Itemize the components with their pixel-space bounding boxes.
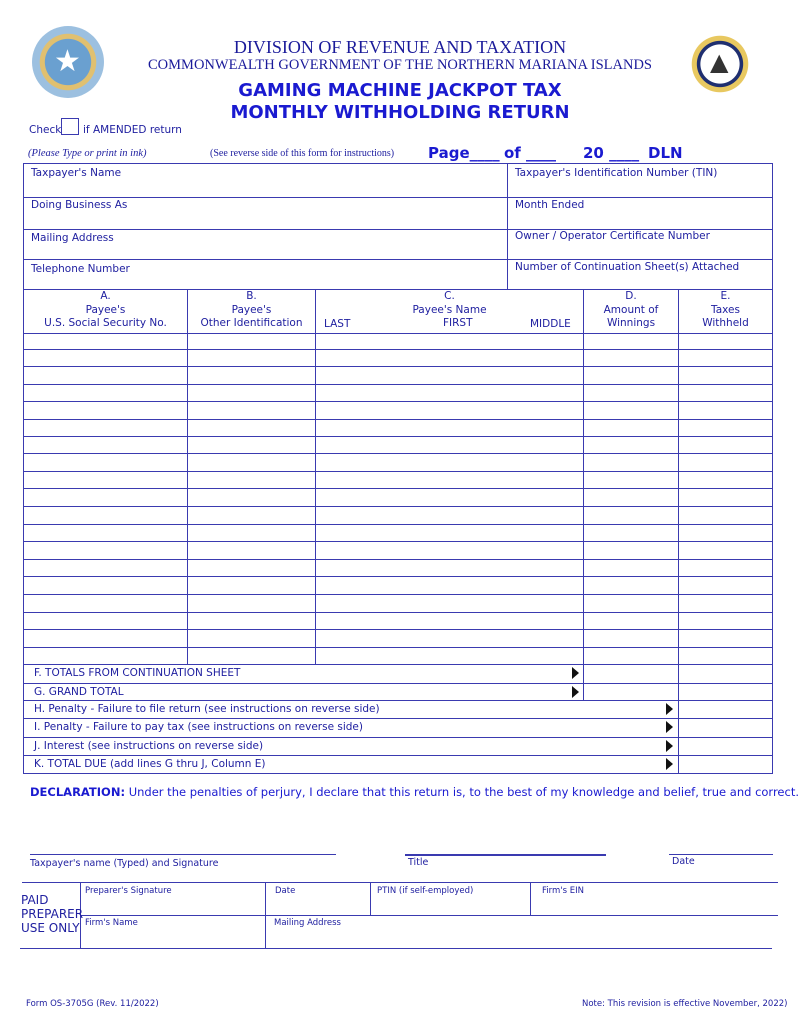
column-c-first: FIRST [443, 317, 473, 329]
total-line-input[interactable] [679, 755, 771, 772]
total-line-input[interactable] [679, 718, 771, 735]
amended-check-label: Check [29, 124, 62, 136]
total-line-input[interactable] [679, 683, 771, 700]
payee-row[interactable] [24, 366, 772, 384]
payee-row[interactable] [24, 419, 772, 436]
finance-seal-icon: ▲ [684, 28, 756, 100]
telephone-field[interactable]: Telephone Number [31, 263, 130, 275]
continuation-sheets-field[interactable]: Number of Continuation Sheet(s) Attached [515, 261, 740, 273]
total-line-input[interactable] [679, 700, 771, 717]
total-line-label: G. GRAND TOTAL [34, 686, 124, 698]
payee-row[interactable] [24, 647, 772, 664]
total-line-label: H. Penalty - Failure to file return (see instructions on reverse side) [34, 703, 380, 715]
payee-row[interactable] [24, 559, 772, 576]
signature-date-field[interactable]: Date [672, 856, 695, 867]
firm-address-field[interactable]: Mailing Address [274, 918, 341, 928]
column-e-header: E. Taxes Withheld [702, 290, 749, 329]
preparer-date-field[interactable]: Date [275, 886, 296, 896]
form-title-2: MONTHLY WITHHOLDING RETURN [230, 102, 570, 123]
declaration-text: Under the penalties of perjury, I declare that this return is, to the best of my knowledge and belief, true and correct. [128, 785, 799, 799]
firm-name-field[interactable]: Firm's Name [85, 918, 138, 928]
total-line-label: F. TOTALS FROM CONTINUATION SHEET [34, 667, 241, 679]
cnmi-seal-icon: ★ [32, 26, 104, 98]
form-title-1: GAMING MACHINE JACKPOT TAX [238, 80, 562, 101]
ink-note: (Please Type or print in ink) [28, 148, 147, 159]
arrow-right-icon [666, 740, 673, 752]
paid-preparer-label: PAID PREPARER USE ONLY [21, 893, 84, 935]
firm-ein-field[interactable]: Firm's EIN [542, 886, 584, 896]
ptin-field[interactable]: PTIN (if self-employed) [377, 886, 474, 896]
grid-line [23, 755, 773, 756]
taxpayer-signature-field[interactable]: Taxpayer's name (Typed) and Signature [30, 858, 219, 869]
agency-name: DIVISION OF REVENUE AND TAXATION [233, 37, 567, 57]
mailing-address-field[interactable]: Mailing Address [31, 232, 114, 244]
arrow-right-icon [572, 686, 579, 698]
page-of-field[interactable]: of ____ [504, 144, 557, 162]
owner-certificate-field[interactable]: Owner / Operator Certificate Number [515, 230, 710, 242]
total-line-input[interactable] [679, 664, 771, 681]
payee-row[interactable] [24, 488, 772, 506]
tin-field[interactable]: Taxpayer's Identification Number (TIN) [515, 167, 718, 179]
amended-label: if AMENDED return [83, 124, 182, 136]
payee-row[interactable] [24, 524, 772, 541]
title-field[interactable]: Title [408, 857, 429, 868]
payee-row[interactable] [24, 401, 772, 419]
payee-row[interactable] [24, 594, 772, 612]
declaration [30, 785, 799, 799]
column-d-header: D. Amount of Winnings [603, 290, 659, 329]
arrow-right-icon [666, 721, 673, 733]
year-field[interactable]: 20 ____ [583, 144, 640, 162]
column-a-header: A. Payee's U.S. Social Security No. [44, 290, 167, 329]
total-line-input[interactable] [679, 737, 771, 754]
total-line-label: I. Penalty - Failure to pay tax (see instructions on reverse side) [34, 721, 363, 733]
arrow-right-icon [666, 703, 673, 715]
payee-row[interactable] [24, 384, 772, 401]
payee-row[interactable] [24, 541, 772, 559]
form-number: Form OS-3705G (Rev. 11/2022) [26, 999, 159, 1009]
grid-line [23, 683, 773, 684]
preparer-signature-field[interactable]: Preparer's Signature [85, 886, 172, 896]
payee-row[interactable] [24, 333, 772, 349]
payee-row[interactable] [24, 436, 772, 453]
column-c-middle: MIDDLE [530, 318, 571, 330]
payee-row[interactable] [24, 612, 772, 629]
grid-line [315, 289, 316, 664]
payee-row[interactable] [24, 349, 772, 366]
payee-row[interactable] [24, 506, 772, 524]
reverse-note: (See reverse side of this form for instructions) [210, 148, 395, 159]
grid-line [583, 289, 584, 700]
total-line-label: K. TOTAL DUE (add lines G thru J, Column E) [34, 758, 266, 770]
page-number-field[interactable]: Page____ [428, 144, 500, 162]
dba-field[interactable]: Doing Business As [31, 199, 128, 211]
month-ended-field[interactable]: Month Ended [515, 199, 585, 211]
column-c-header: C. Payee's Name [412, 290, 487, 316]
amended-checkbox[interactable] [61, 118, 79, 135]
declaration-label: DECLARATION: [30, 785, 126, 799]
taxpayer-name-field[interactable]: Taxpayer's Name [31, 167, 122, 179]
government-name: COMMONWEALTH GOVERNMENT OF THE NORTHERN MARIANA ISLANDS [148, 57, 652, 73]
grid-line [23, 700, 773, 701]
grid-line [23, 664, 773, 665]
grid-line [23, 737, 773, 738]
grid-line [187, 289, 188, 664]
payee-row[interactable] [24, 576, 772, 594]
dln-label: DLN [648, 144, 683, 162]
column-c-last: LAST [324, 318, 351, 330]
payee-row[interactable] [24, 629, 772, 647]
payee-row[interactable] [24, 453, 772, 471]
payee-row[interactable] [24, 471, 772, 488]
column-b-header: B. Payee's Other Identification [200, 290, 303, 329]
arrow-right-icon [572, 667, 579, 679]
arrow-right-icon [666, 758, 673, 770]
revision-note: Note: This revision is effective November, 2022) [582, 999, 788, 1009]
total-line-label: J. Interest (see instructions on reverse side) [34, 740, 264, 752]
grid-line [23, 718, 773, 719]
